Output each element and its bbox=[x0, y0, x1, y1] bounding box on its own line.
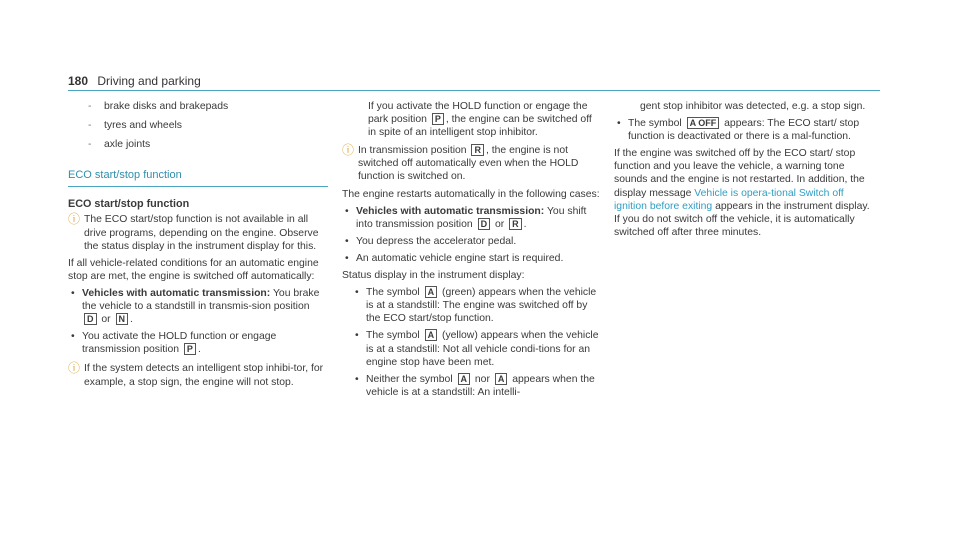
gear-r-symbol: R bbox=[509, 218, 522, 230]
list-item: - tyres and wheels bbox=[88, 119, 328, 132]
text: The symbol bbox=[366, 287, 423, 299]
gear-d-symbol: D bbox=[84, 313, 97, 325]
bullet-item: • An automatic vehicle engine start is required. bbox=[342, 252, 602, 265]
eco-stop-symbol: A bbox=[458, 373, 471, 385]
text: appears: The ECO start/ stop function is deactivated or there is a mal-function. bbox=[628, 118, 860, 143]
info-circle-icon: ⓘ bbox=[342, 143, 355, 158]
header-rule bbox=[68, 90, 880, 91]
conj: nor bbox=[472, 373, 493, 385]
display-message-link: Vehicle is opera-tional Switch off ignition before exiting bbox=[614, 187, 844, 212]
bullet-bold: Vehicles with automatic transmission: bbox=[82, 287, 271, 299]
bullet-item bbox=[68, 287, 328, 326]
continued-text bbox=[342, 100, 602, 139]
continued-text: gent stop inhibitor was detected, e.g. a stop sign. bbox=[640, 101, 866, 112]
sub-title: ECO start/stop function bbox=[68, 198, 190, 211]
info-circle-icon: ⓘ bbox=[68, 361, 81, 376]
bullet-item bbox=[352, 373, 602, 399]
note-text: The ECO start/stop function is not available in all drive programs, depending on the engine. Observe the status display in the instrument display for this. bbox=[84, 214, 319, 252]
eco-stop-symbol: A bbox=[425, 286, 438, 298]
paragraph bbox=[614, 147, 876, 239]
period: . bbox=[130, 314, 133, 326]
gear-p-symbol: P bbox=[184, 343, 196, 355]
gear-p-symbol: P bbox=[432, 113, 444, 125]
bullet-item bbox=[342, 205, 602, 231]
period: . bbox=[523, 218, 527, 230]
text: (green) appears when the vehicle is at a standstill: The engine was switched off by the ECO start/stop function. bbox=[366, 287, 597, 325]
bullet-item bbox=[68, 330, 328, 356]
bullet-text: You activate the HOLD function or engage transmission position bbox=[82, 331, 277, 356]
period: . bbox=[197, 344, 201, 356]
paragraph: If all vehicle-related conditions for an automatic engine stop are met, the engine is switched off automatically: bbox=[68, 257, 319, 282]
conj: or bbox=[98, 314, 114, 326]
note bbox=[68, 213, 328, 252]
list-item: - axle joints bbox=[88, 138, 328, 151]
note-text: , the engine is not switched off automatically even when the HOLD function is switched on. bbox=[358, 145, 579, 183]
note bbox=[68, 362, 328, 388]
eco-off-symbol: A OFF bbox=[687, 117, 720, 129]
text: The symbol bbox=[366, 330, 423, 342]
text: If the engine was switched off by the ECO start/ stop function and you leave the vehicle, a warning tone sounds and the engine is not restarted. In addition, the display message bbox=[614, 148, 865, 199]
section-title: ECO start/stop function bbox=[68, 169, 328, 187]
eco-stop-symbol: A bbox=[425, 329, 438, 341]
column-2 bbox=[342, 100, 602, 399]
column-3 bbox=[614, 100, 876, 239]
text: The symbol bbox=[628, 118, 685, 130]
text: appears when the vehicle is at a standstill: An intelli- bbox=[366, 373, 595, 398]
bullet-bold: Vehicles with automatic transmission: bbox=[356, 205, 545, 217]
conj: or bbox=[492, 218, 508, 230]
note-text: In transmission position bbox=[358, 145, 470, 157]
info-circle-icon: ⓘ bbox=[68, 212, 81, 227]
bullet-item bbox=[352, 286, 602, 325]
gear-r-symbol: R bbox=[471, 144, 484, 156]
bullet-text: You brake the vehicle to a standstill in transmis-sion position bbox=[82, 287, 320, 313]
gear-d-symbol: D bbox=[478, 218, 491, 230]
page-number: 180 bbox=[68, 74, 89, 88]
bullet-text: You shift into transmission position bbox=[356, 205, 587, 230]
dash-list bbox=[88, 100, 328, 151]
list-item: - brake disks and brakepads bbox=[88, 100, 328, 113]
paragraph: The engine restarts automatically in the following cases: bbox=[342, 188, 600, 200]
text: If you activate the HOLD function or engage the park position bbox=[368, 101, 588, 126]
bullet-item bbox=[352, 329, 602, 368]
paragraph: Status display in the instrument display: bbox=[342, 270, 525, 282]
bullet-item: • You depress the accelerator pedal. bbox=[342, 235, 602, 248]
text: Neither the symbol bbox=[366, 373, 456, 385]
note bbox=[342, 144, 602, 183]
chapter-title: Driving and parking bbox=[97, 74, 201, 88]
gear-n-symbol: N bbox=[116, 313, 129, 325]
note-text: If the system detects an intelligent stop inhibi-tor, for example, a stop sign, the engine will not stop. bbox=[84, 363, 324, 388]
text: (yellow) appears when the vehicle is at a standstill: Not all vehicle condi-tions for an engine stop have been met. bbox=[366, 330, 599, 368]
text: appears in the instrument display. If you do not switch off the vehicle, it is automatically switched off after three minutes. bbox=[614, 200, 870, 238]
bullet-item bbox=[614, 117, 876, 143]
eco-stop-symbol: A bbox=[495, 373, 508, 385]
column-1 bbox=[68, 100, 328, 389]
page-header bbox=[68, 74, 201, 88]
text: , the engine can be switched off in spite of an intelligent stop inhibitor. bbox=[368, 114, 592, 139]
